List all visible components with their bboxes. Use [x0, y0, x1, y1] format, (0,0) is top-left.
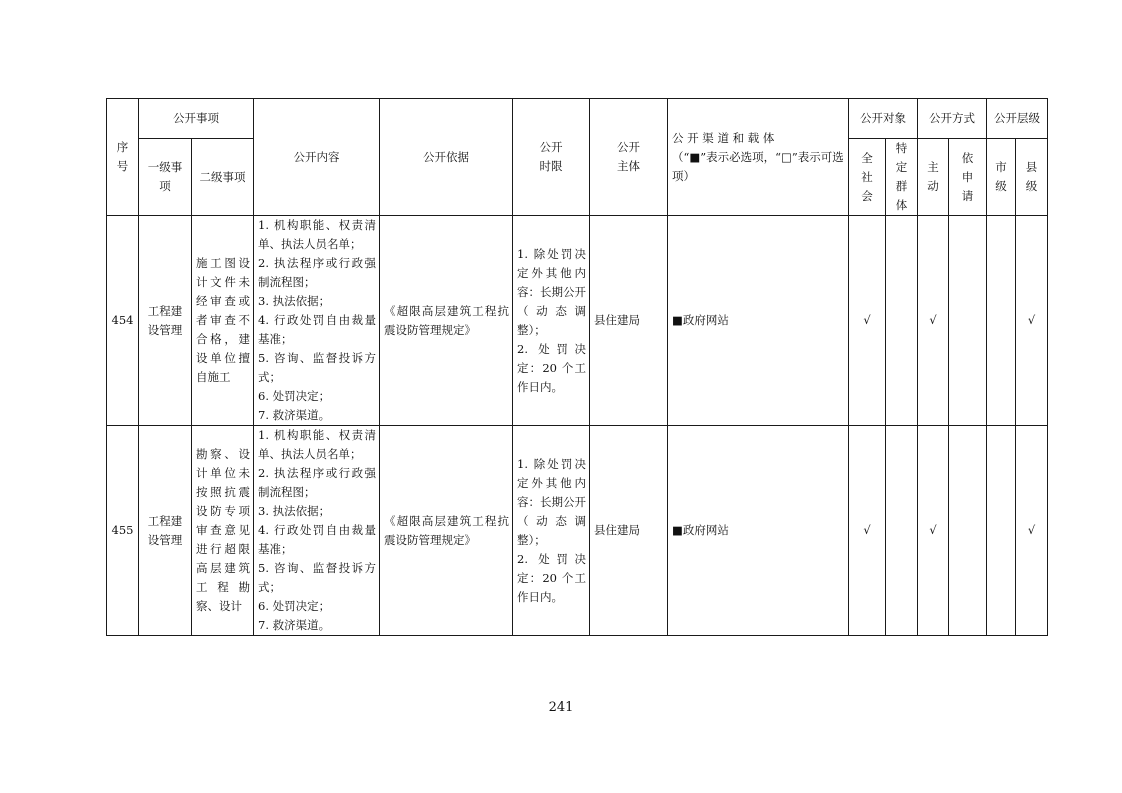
row-level1: 工程建设管理 [139, 426, 192, 636]
header-content: 公开内容 [254, 99, 380, 216]
row-audience-specific [886, 216, 918, 426]
row-basis: 《超限高层建筑工程抗震设防管理规定》 [380, 426, 513, 636]
page-number: 241 [548, 700, 574, 715]
header-audience-specific: 特 定 群 体 [886, 139, 918, 216]
row-subject: 县住建局 [590, 426, 668, 636]
row-method-request [949, 426, 987, 636]
row-seq: 455 [107, 426, 139, 636]
header-seq: 序 号 [107, 99, 139, 216]
row-time-limit: 1. 除处罚决定外其他内容：长期公开（动态调整）； 2. 处罚决定：20 个工作日内。 [513, 426, 590, 636]
header-level2: 二级事项 [192, 139, 254, 216]
header-audience: 公开对象 [849, 99, 918, 139]
row-channel: ■政府网站 [668, 216, 849, 426]
header-time-limit: 公开 时限 [513, 99, 590, 216]
row-level-county: √ [1016, 216, 1048, 426]
table-row [107, 216, 1048, 426]
header-method: 公开方式 [918, 99, 987, 139]
header-items: 公开事项 [139, 99, 254, 139]
row-audience-all: √ [849, 216, 886, 426]
row-audience-specific [886, 426, 918, 636]
table-row [107, 426, 1048, 636]
header-level-city: 市 级 [987, 139, 1016, 216]
row-level2: 施工图设计文件未经审查或者审查不合格，建设单位擅自施工 [192, 216, 254, 426]
row-subject: 县住建局 [590, 216, 668, 426]
row-level-county: √ [1016, 426, 1048, 636]
disclosure-table [106, 98, 1048, 636]
row-method-active: √ [918, 426, 949, 636]
row-channel: ■政府网站 [668, 426, 849, 636]
row-level2: 勘察、设计单位未按照抗震设防专项审查意见进行超限高层建筑工程勘察、设计 [192, 426, 254, 636]
header-row-1 [107, 99, 1048, 139]
header-level-county: 县 级 [1016, 139, 1048, 216]
header-audience-all: 全 社 会 [849, 139, 886, 216]
header-level1: 一级事 项 [139, 139, 192, 216]
header-method-active: 主 动 [918, 139, 949, 216]
row-seq: 454 [107, 216, 139, 426]
row-audience-all: √ [849, 426, 886, 636]
header-basis: 公开依据 [380, 99, 513, 216]
header-level: 公开层级 [987, 99, 1048, 139]
row-method-active: √ [918, 216, 949, 426]
row-time-limit: 1. 除处罚决定外其他内容：长期公开（动态调整）； 2. 处罚决定：20 个工作日内。 [513, 216, 590, 426]
row-basis: 《超限高层建筑工程抗震设防管理规定》 [380, 216, 513, 426]
row-level-city [987, 426, 1016, 636]
header-method-request: 依 申 请 [949, 139, 987, 216]
header-channel: 公 开 渠 道 和 载 体 （“■”表示必选项，“□”表示可选项） [668, 99, 849, 216]
row-content: 1. 机构职能、权责清单、执法人员名单； 2. 执法程序或行政强制流程图； 3. 执法依据； 4. 行政处罚自由裁量基准； 5. 咨询、监督投诉方式； 6. 处罚决定； 7. 救济渠道。 [254, 426, 380, 636]
row-content: 1. 机构职能、权责清单、执法人员名单； 2. 执法程序或行政强制流程图； 3. 执法依据； 4. 行政处罚自由裁量基准； 5. 咨询、监督投诉方式； 6. 处罚决定； 7. 救济渠道。 [254, 216, 380, 426]
row-method-request [949, 216, 987, 426]
row-level-city [987, 216, 1016, 426]
row-level1: 工程建设管理 [139, 216, 192, 426]
header-subject: 公开 主体 [590, 99, 668, 216]
